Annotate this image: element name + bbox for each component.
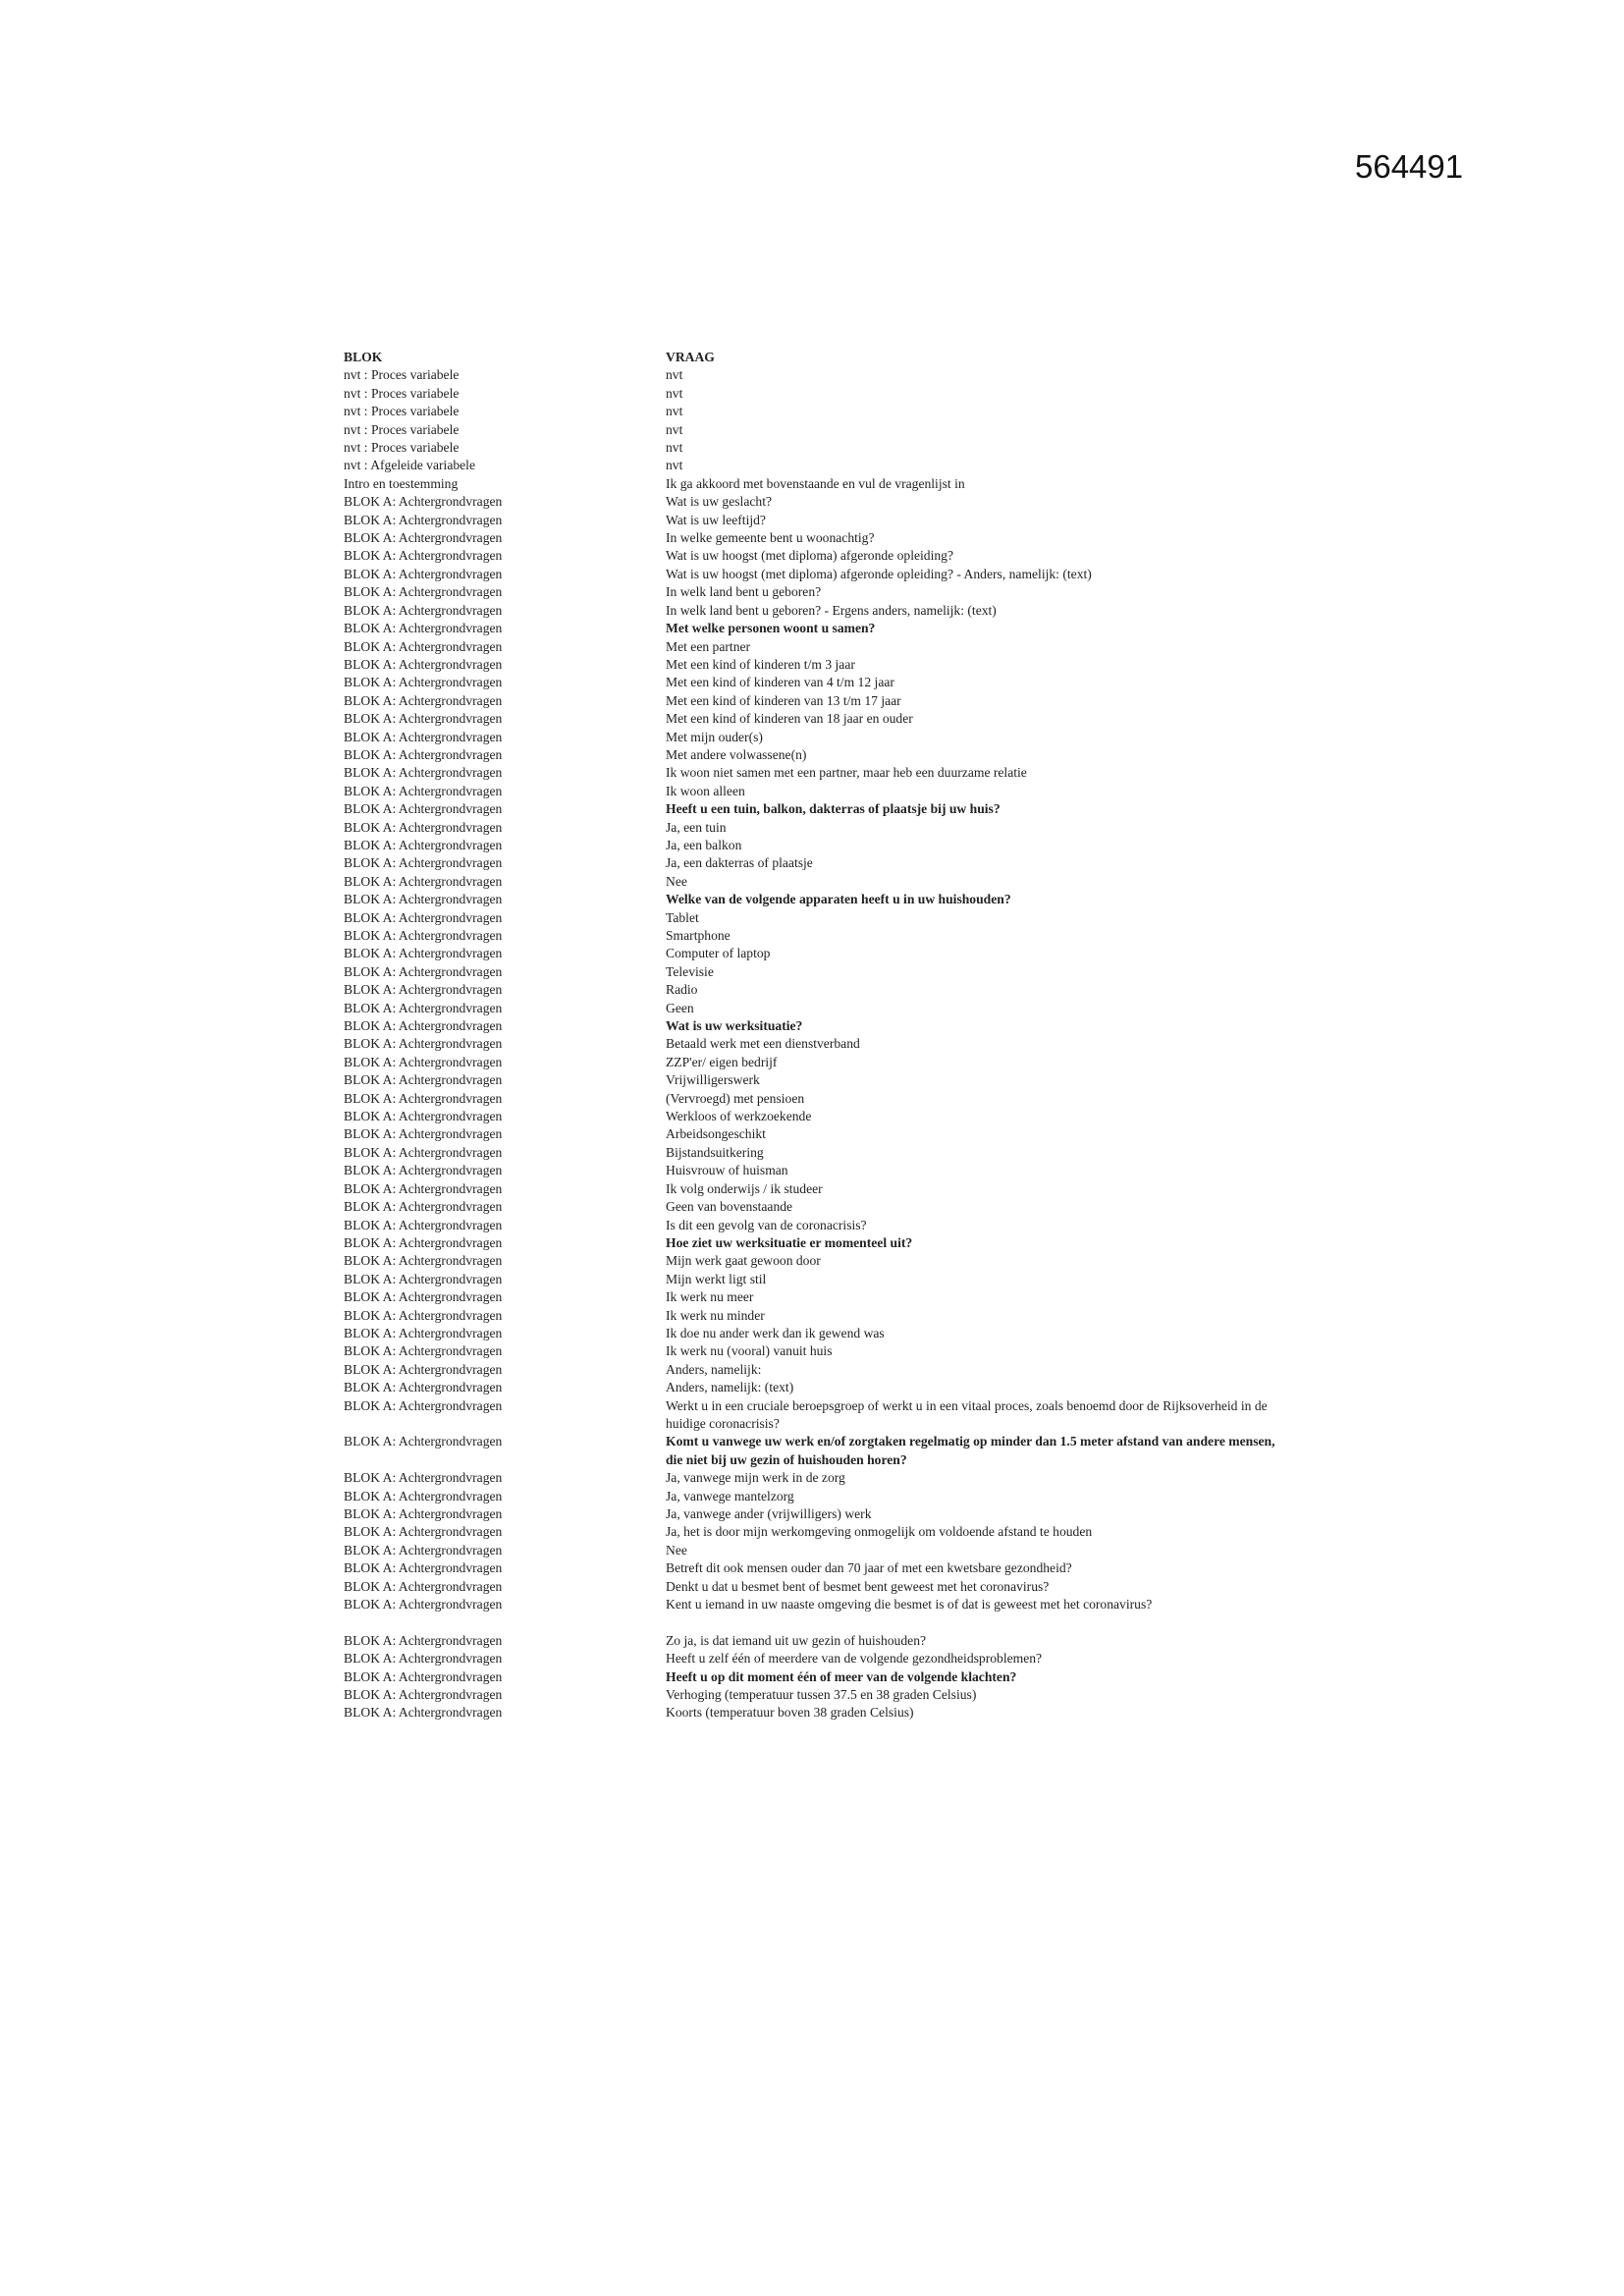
vraag-cell: Heeft u zelf één of meerdere van de volgende gezondheidsproblemen? [666, 1651, 1043, 1667]
blok-cell: BLOK A: Achtergrondvragen [344, 566, 503, 581]
table-row [344, 1288, 1326, 1306]
table-row [344, 1198, 1326, 1216]
table-row [344, 602, 1326, 620]
blok-cell: BLOK A: Achtergrondvragen [344, 548, 503, 564]
vraag-cell: Met een partner [666, 638, 751, 654]
vraag-cell: Ja, een dakterras of plaatsje [666, 855, 813, 871]
blok-cell: BLOK A: Achtergrondvragen [344, 1199, 503, 1215]
blok-cell: BLOK A: Achtergrondvragen [344, 675, 503, 690]
blok-cell: nvt : Proces variabele [344, 440, 460, 456]
vraag-cell: Ja, een balkon [666, 837, 742, 852]
table-row [344, 1559, 1326, 1577]
vraag-cell: Met welke personen woont u samen? [666, 621, 876, 636]
vraag-cell: Ja, vanwege mijn werk in de zorg [666, 1470, 845, 1486]
table-row [344, 800, 1326, 818]
table-row [344, 1217, 1326, 1234]
table-row [344, 620, 1326, 637]
blok-cell: BLOK A: Achtergrondvragen [344, 801, 503, 817]
vraag-cell: Ik werk nu minder [666, 1307, 765, 1323]
blok-cell: BLOK A: Achtergrondvragen [344, 494, 503, 510]
blok-cell: BLOK A: Achtergrondvragen [344, 819, 503, 835]
vraag-cell: Ik woon alleen [666, 783, 745, 798]
vraag-cell: Wat is uw leeftijd? [666, 512, 766, 527]
table-row [344, 385, 1326, 403]
vraag-cell: Welke van de volgende apparaten heeft u in uw huishouden? [666, 892, 1011, 907]
table-row [344, 1505, 1326, 1523]
vraag-cell: Televisie [666, 963, 714, 979]
vraag-cell: Nee [666, 1542, 687, 1558]
vraag-cell: Ik ga akkoord met bovenstaande en vul de vragenlijst in [666, 475, 965, 491]
table-row [344, 873, 1326, 891]
blok-cell: BLOK A: Achtergrondvragen [344, 1253, 503, 1269]
blok-cell: BLOK A: Achtergrondvragen [344, 1651, 503, 1667]
table-row [344, 1523, 1326, 1541]
blok-cell: BLOK A: Achtergrondvragen [344, 1036, 503, 1052]
vraag-cell: ZZP'er/ eigen bedrijf [666, 1054, 778, 1069]
table-row [344, 819, 1326, 837]
blok-cell: BLOK A: Achtergrondvragen [344, 638, 503, 654]
blok-cell: BLOK A: Achtergrondvragen [344, 928, 503, 943]
vraag-cell: nvt [666, 385, 683, 401]
table-row [344, 692, 1326, 710]
table-row [344, 366, 1326, 384]
vraag-cell: Werkt u in een cruciale beroepsgroep of werkt u in een vitaal proces, zoals benoemd door de Rijksoverheid in de huidige coronacrisis? [666, 1397, 1268, 1431]
blok-cell: BLOK A: Achtergrondvragen [344, 1632, 503, 1648]
vraag-cell: (Vervroegd) met pensioen [666, 1090, 805, 1106]
question-table [344, 349, 1326, 1722]
table-row [344, 1397, 1326, 1434]
blok-cell: BLOK A: Achtergrondvragen [344, 1054, 503, 1069]
table-row [344, 891, 1326, 908]
table-row [344, 981, 1326, 999]
table-row [344, 729, 1326, 746]
blok-cell: nvt : Proces variabele [344, 385, 460, 401]
vraag-cell: Mijn werkt ligt stil [666, 1271, 767, 1286]
blok-cell: BLOK A: Achtergrondvragen [344, 1578, 503, 1594]
blok-cell: BLOK A: Achtergrondvragen [344, 1524, 503, 1540]
vraag-cell: nvt [666, 421, 683, 437]
header-vraag: VRAAG [666, 350, 715, 364]
vraag-cell: Met mijn ouder(s) [666, 729, 763, 744]
table-row [344, 1342, 1326, 1360]
vraag-cell: Komt u vanwege uw werk en/of zorgtaken regelmatig op minder dan 1.5 meter afstand van andere mensen, die niet bij uw gezin of huishouden horen? [666, 1434, 1275, 1467]
table-row [344, 1017, 1326, 1035]
vraag-cell: Denkt u dat u besmet bent of besmet bent geweest met het coronavirus? [666, 1578, 1050, 1594]
table-row [344, 512, 1326, 529]
table-row [344, 1307, 1326, 1325]
table-row [344, 1325, 1326, 1342]
blok-cell: BLOK A: Achtergrondvragen [344, 1488, 503, 1503]
vraag-cell: Ik werk nu (vooral) vanuit huis [666, 1343, 833, 1359]
vraag-cell: Arbeidsongeschikt [666, 1126, 766, 1142]
vraag-cell: Ik doe nu ander werk dan ik gewend was [666, 1325, 885, 1340]
vraag-cell: In welke gemeente bent u woonachtig? [666, 530, 875, 546]
blok-cell: BLOK A: Achtergrondvragen [344, 1018, 503, 1034]
table-row [344, 837, 1326, 854]
blok-cell: nvt : Afgeleide variabele [344, 458, 475, 473]
table-row [344, 1144, 1326, 1162]
blok-cell: BLOK A: Achtergrondvragen [344, 530, 503, 546]
table-row [344, 909, 1326, 927]
vraag-cell: Tablet [666, 909, 699, 925]
table-row [344, 566, 1326, 583]
blok-cell: BLOK A: Achtergrondvragen [344, 1434, 503, 1449]
vraag-cell: Mijn werk gaat gewoon door [666, 1253, 821, 1269]
blok-cell: BLOK A: Achtergrondvragen [344, 873, 503, 889]
blok-cell: nvt : Proces variabele [344, 367, 460, 383]
blok-cell: BLOK A: Achtergrondvragen [344, 1234, 503, 1250]
vraag-cell: Computer of laptop [666, 946, 771, 961]
blok-cell: BLOK A: Achtergrondvragen [344, 946, 503, 961]
table-row [344, 710, 1326, 728]
blok-cell: BLOK A: Achtergrondvragen [344, 855, 503, 871]
vraag-cell: Ja, een tuin [666, 819, 727, 835]
vraag-cell: Heeft u een tuin, balkon, dakterras of plaatsje bij uw huis? [666, 801, 1001, 817]
table-row [344, 1180, 1326, 1198]
table-row [344, 1632, 1326, 1650]
vraag-cell: nvt [666, 367, 683, 383]
blok-cell: BLOK A: Achtergrondvragen [344, 1668, 503, 1684]
vraag-cell: Met een kind of kinderen van 4 t/m 12 jaar [666, 675, 894, 690]
table-row [344, 1686, 1326, 1704]
vraag-cell: nvt [666, 404, 683, 419]
blok-cell: BLOK A: Achtergrondvragen [344, 621, 503, 636]
vraag-cell: Wat is uw hoogst (met diploma) afgeronde opleiding? [666, 548, 953, 564]
table-row [344, 1542, 1326, 1559]
blok-cell: BLOK A: Achtergrondvragen [344, 892, 503, 907]
vraag-cell: Zo ja, is dat iemand uit uw gezin of huishouden? [666, 1632, 927, 1648]
table-row [344, 1125, 1326, 1143]
document-number: 564491 [1355, 148, 1464, 185]
blok-cell: BLOK A: Achtergrondvragen [344, 1560, 503, 1576]
blok-cell: BLOK A: Achtergrondvragen [344, 1126, 503, 1142]
vraag-cell: Wat is uw geslacht? [666, 494, 772, 510]
vraag-cell: In welk land bent u geboren? [666, 584, 822, 600]
blok-cell: BLOK A: Achtergrondvragen [344, 584, 503, 600]
table-row [344, 746, 1326, 764]
vraag-cell: Geen [666, 1000, 694, 1015]
blok-cell: BLOK A: Achtergrondvragen [344, 963, 503, 979]
table-row [344, 1433, 1326, 1469]
vraag-cell: Wat is uw werksituatie? [666, 1018, 803, 1034]
blok-cell: BLOK A: Achtergrondvragen [344, 729, 503, 744]
table-row [344, 1234, 1326, 1252]
table-row [344, 854, 1326, 872]
table-row [344, 1488, 1326, 1505]
table-header [344, 349, 1326, 366]
vraag-cell: Anders, namelijk: [666, 1361, 762, 1377]
vraag-cell: Verhoging (temperatuur tussen 37.5 en 38 graden Celsius) [666, 1687, 977, 1703]
table-row [344, 403, 1326, 420]
vraag-cell: Smartphone [666, 928, 731, 943]
table-row [344, 1596, 1326, 1613]
table-row [344, 1668, 1326, 1686]
header-blok: BLOK [344, 350, 383, 364]
table-row [344, 1071, 1326, 1089]
vraag-cell: Huisvrouw of huisman [666, 1163, 788, 1178]
vraag-cell: Ja, vanwege ander (vrijwilligers) werk [666, 1506, 872, 1521]
blok-cell: BLOK A: Achtergrondvragen [344, 602, 503, 618]
vraag-cell: Ik woon niet samen met een partner, maar heb een duurzame relatie [666, 765, 1027, 781]
blok-cell: nvt : Proces variabele [344, 421, 460, 437]
vraag-cell: nvt [666, 440, 683, 456]
table-row [344, 475, 1326, 493]
vraag-cell: Koorts (temperatuur boven 38 graden Celsius) [666, 1705, 914, 1721]
blok-cell: BLOK A: Achtergrondvragen [344, 746, 503, 762]
table-row [344, 1035, 1326, 1053]
table-row [344, 1650, 1326, 1667]
blok-cell: BLOK A: Achtergrondvragen [344, 982, 503, 998]
vraag-cell: Geen van bovenstaande [666, 1199, 793, 1215]
blok-cell: BLOK A: Achtergrondvragen [344, 909, 503, 925]
blok-cell: BLOK A: Achtergrondvragen [344, 837, 503, 852]
blok-cell: BLOK A: Achtergrondvragen [344, 1705, 503, 1721]
blok-cell: BLOK A: Achtergrondvragen [344, 1470, 503, 1486]
blok-cell: BLOK A: Achtergrondvragen [344, 656, 503, 672]
blok-cell: Intro en toestemming [344, 475, 459, 491]
table-row [344, 1361, 1326, 1379]
blok-cell: BLOK A: Achtergrondvragen [344, 692, 503, 708]
blok-cell: BLOK A: Achtergrondvragen [344, 711, 503, 727]
blok-cell: BLOK A: Achtergrondvragen [344, 512, 503, 527]
table-row [344, 1054, 1326, 1071]
vraag-cell: Vrijwilligerswerk [666, 1072, 760, 1088]
vraag-cell: Werkloos of werkzoekende [666, 1109, 812, 1124]
vraag-cell: Met andere volwassene(n) [666, 746, 807, 762]
vraag-cell: nvt [666, 458, 683, 473]
blok-cell: BLOK A: Achtergrondvragen [344, 1542, 503, 1558]
vraag-cell: Ja, het is door mijn werkomgeving onmogelijk om voldoende afstand te houden [666, 1524, 1093, 1540]
blok-cell: BLOK A: Achtergrondvragen [344, 1506, 503, 1521]
vraag-cell: Radio [666, 982, 698, 998]
table-row [344, 927, 1326, 945]
vraag-cell: Betreft dit ook mensen ouder dan 70 jaar of met een kwetsbare gezondheid? [666, 1560, 1072, 1576]
vraag-cell: Met een kind of kinderen t/m 3 jaar [666, 656, 855, 672]
table-row [344, 1108, 1326, 1125]
table-row [344, 493, 1326, 511]
table-row [344, 1252, 1326, 1270]
blok-cell: BLOK A: Achtergrondvragen [344, 1307, 503, 1323]
blok-cell: BLOK A: Achtergrondvragen [344, 1144, 503, 1160]
table-row [344, 547, 1326, 565]
vraag-cell: Is dit een gevolg van de coronacrisis? [666, 1217, 867, 1232]
table-row [344, 529, 1326, 547]
blok-cell: BLOK A: Achtergrondvragen [344, 1109, 503, 1124]
vraag-cell: Ik werk nu meer [666, 1289, 754, 1305]
table-row [344, 638, 1326, 656]
vraag-cell: Anders, namelijk: (text) [666, 1380, 794, 1395]
blok-cell: BLOK A: Achtergrondvragen [344, 1343, 503, 1359]
blok-cell: BLOK A: Achtergrondvragen [344, 1217, 503, 1232]
table-row [344, 1271, 1326, 1288]
table-row [344, 583, 1326, 601]
table-row [344, 1578, 1326, 1596]
table-row [344, 1704, 1326, 1722]
blok-cell: BLOK A: Achtergrondvragen [344, 1072, 503, 1088]
blok-cell: BLOK A: Achtergrondvragen [344, 1687, 503, 1703]
table-row [344, 963, 1326, 981]
vraag-cell: Met een kind of kinderen van 13 t/m 17 jaar [666, 692, 901, 708]
blok-cell: BLOK A: Achtergrondvragen [344, 1090, 503, 1106]
table-row [344, 439, 1326, 457]
table-row [344, 1379, 1326, 1396]
vraag-cell: Nee [666, 873, 687, 889]
vraag-cell: Ik volg onderwijs / ik studeer [666, 1180, 823, 1196]
vraag-cell: Hoe ziet uw werksituatie er momenteel uit? [666, 1234, 913, 1250]
table-body [344, 366, 1326, 1722]
vraag-cell: Met een kind of kinderen van 18 jaar en ouder [666, 711, 913, 727]
blok-cell: BLOK A: Achtergrondvragen [344, 1180, 503, 1196]
table-row [344, 457, 1326, 474]
blok-cell: BLOK A: Achtergrondvragen [344, 1289, 503, 1305]
table-row [344, 783, 1326, 800]
blok-cell: BLOK A: Achtergrondvragen [344, 1397, 503, 1413]
vraag-cell: Ja, vanwege mantelzorg [666, 1488, 794, 1503]
vraag-cell: Bijstandsuitkering [666, 1144, 764, 1160]
table-row [344, 1162, 1326, 1179]
blok-cell: BLOK A: Achtergrondvragen [344, 765, 503, 781]
vraag-cell: Betaald werk met een dienstverband [666, 1036, 860, 1052]
table-row [344, 1000, 1326, 1017]
blok-cell: BLOK A: Achtergrondvragen [344, 1271, 503, 1286]
blok-cell: BLOK A: Achtergrondvragen [344, 783, 503, 798]
blok-cell: BLOK A: Achtergrondvragen [344, 1380, 503, 1395]
blok-cell: nvt : Proces variabele [344, 404, 460, 419]
blok-cell: BLOK A: Achtergrondvragen [344, 1325, 503, 1340]
table-row [344, 674, 1326, 691]
vraag-cell: Heeft u op dit moment één of meer van de volgende klachten? [666, 1668, 1017, 1684]
table-row [344, 764, 1326, 782]
vraag-cell: Kent u iemand in uw naaste omgeving die besmet is of dat is geweest met het coronavirus? [666, 1597, 1153, 1613]
table-row [344, 1469, 1326, 1487]
blok-cell: BLOK A: Achtergrondvragen [344, 1597, 503, 1613]
vraag-cell: In welk land bent u geboren? - Ergens anders, namelijk: (text) [666, 602, 997, 618]
vraag-cell: Wat is uw hoogst (met diploma) afgeronde opleiding? - Anders, namelijk: (text) [666, 566, 1092, 581]
table-row [344, 945, 1326, 962]
blok-cell: BLOK A: Achtergrondvragen [344, 1163, 503, 1178]
blok-cell: BLOK A: Achtergrondvragen [344, 1361, 503, 1377]
table-row [344, 421, 1326, 439]
blok-cell: BLOK A: Achtergrondvragen [344, 1000, 503, 1015]
table-row [344, 1090, 1326, 1108]
table-row [344, 656, 1326, 674]
